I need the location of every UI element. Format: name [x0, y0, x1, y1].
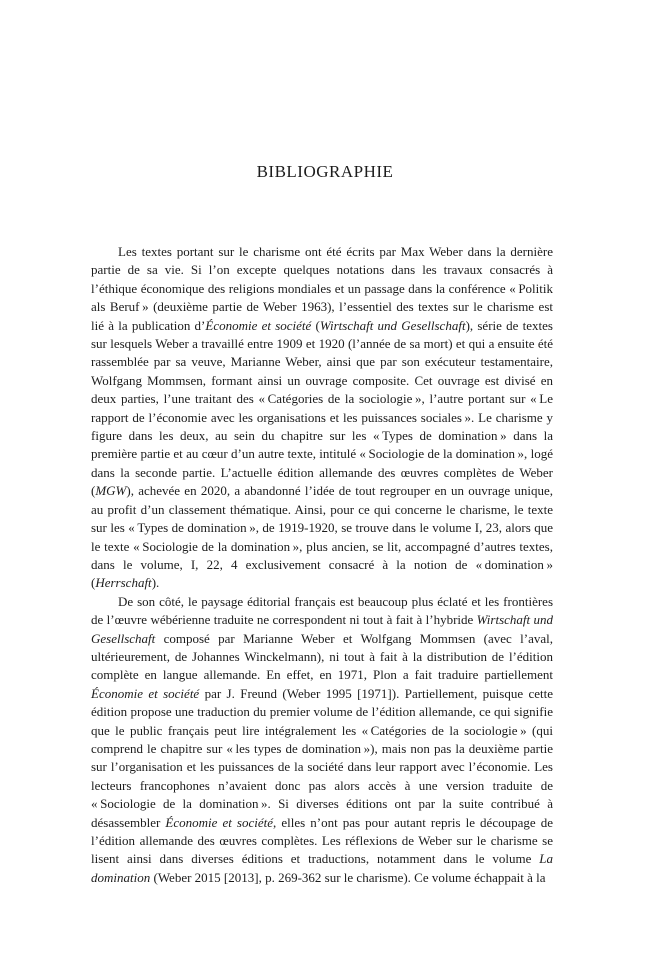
text-run: composé par Marianne Weber et Wolfgang Mommsen (avec l’aval, ultérieurement, de Johannes Winckelmann), ni tout à fait à la distribution de l’édition complète en langue allemande. En effet, en 1971, Plon a fait traduire partiellement [91, 630, 553, 683]
body-text [91, 243, 553, 887]
italic-title: La domination [91, 851, 553, 885]
text-run: , elles n’ont pas pour autant repris le découpage de l’édition allemande des œuvres complètes. Les réflexions de Weber sur le charisme se lisent ainsi dans diverses éditions et traductions, notamment dans le volume [91, 814, 553, 867]
italic-term: Herrschaft [95, 575, 152, 591]
italic-title: Wirtschaft und Gesellschaft [319, 317, 466, 333]
page-title: BIBLIOGRAPHIE [256, 162, 394, 181]
italic-title: Wirtschaft und Gesellschaft [91, 612, 554, 646]
italic-title: Économie et société [165, 814, 274, 830]
text-run: De son côté, le paysage éditorial français est beaucoup plus éclaté et les frontières de l’œuvre wébérienne traduite ne correspondent ni tout à fait à l’hybride [91, 593, 553, 628]
paragraph-1 [91, 243, 553, 593]
text-run: ( [311, 317, 320, 333]
text-run: (Weber 2015 [2013], p. 269-362 sur le charisme). Ce volume échappait à la [150, 869, 546, 885]
italic-abbreviation: MGW [95, 483, 127, 499]
italic-title: Économie et société [91, 685, 200, 701]
text-run: ). [151, 575, 160, 591]
paragraph-2 [91, 593, 553, 888]
text-run: par J. Freund (Weber 1995 [1971]). Partiellement, puisque cette édition propose une traduction du premier volume de l’édition allemande, ce qui signifie que le public français peut lire intégralement les « Catégories de la sociologie » (qui comprend le chapitre sur « les types de domination »), mais non pas la deuxième partie sur l’organisation et les puissances de la société dans leur rapport avec l’économie. Les lecteurs francophones n’avaient donc pas alors accès à une version traduite de « Sociologie de la domination ». Si diverses éditions ont par la suite contribué à désassembler [91, 685, 553, 830]
text-run: ), achevée en 2020, a abandonné l’idée de tout regrouper en un ouvrage unique, au profit d’un classement thématique. Ainsi, pour ce qui concerne le charisme, le texte sur les « Types de domination », de 1919-1920, se trouve dans le volume I, 23, alors que le texte « Sociologie de la domination », plus ancien, se lit, accompagné d’autres textes, dans le volume, I, 22, 4 exclusivement consacré à la notion de « domination » ( [91, 483, 553, 591]
italic-title: Économie et société [205, 317, 312, 333]
text-run: ), série de textes sur lesquels Weber a travaillé entre 1909 et 1920 (l’année de sa mort) et qui a ensuite été rassemblée par sa veuve, Marianne Weber, ainsi que par son exécuteur testamentaire, Wolfgang Mommsen, formant ainsi un ouvrage composite. Cet ouvrage est divisé en deux parties, l’une traitant des « Catégories de la sociologie », l’autre portant sur « Le rapport de l’économie avec les organisations et les puissances sociales ». Le charisme y figure dans les deux, au sein du chapitre sur les « Types de domination » dans la première partie et au cœur d’un autre texte, intitulé « Sociologie de la domination », logé dans la seconde partie. L’actuelle édition allemande des œuvres complètes de Weber ( [91, 317, 553, 499]
text-run: Les textes portant sur le charisme ont été écrits par Max Weber dans la dernière partie de sa vie. Si l’on excepte quelques notations dans les travaux consacrés à l’éthique économique des religions mondiales et un passage dans la conférence « Politik als Beruf » (deuxième partie de Weber 1963), l’essentiel des textes sur le charisme est lié à la publication d’ [91, 244, 553, 333]
